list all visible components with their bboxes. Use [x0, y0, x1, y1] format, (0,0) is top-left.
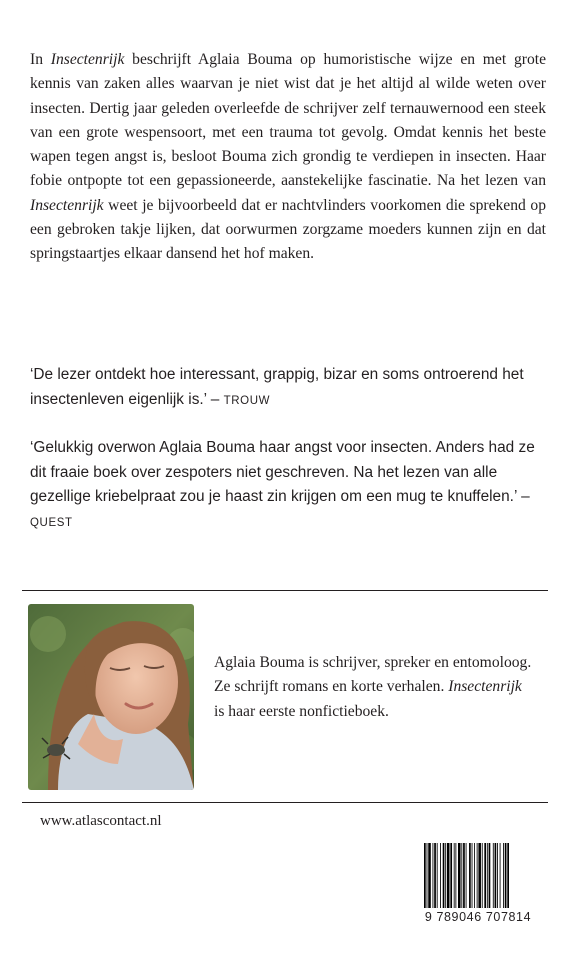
- book-title: Insectenrijk: [448, 678, 522, 696]
- barcode-bar: [447, 843, 450, 911]
- barcode-bar: [487, 843, 488, 911]
- quote-text: ‘Gelukkig overwon Aglaia Bouma haar angst voor insecten. Anders had ze dit fraaie boek over zespoters niet geschreven. Na het lezen van alle gezellige kriebelpraat zou je haast zin krijgen om een mug te knuffelen.’ –: [30, 439, 535, 505]
- barcode-bar: [505, 843, 507, 911]
- barcode-bar: [500, 843, 501, 911]
- barcode-bar: [484, 843, 486, 911]
- barcode-bar: [472, 843, 473, 911]
- barcode-bar: [474, 843, 475, 911]
- book-title: Insectenrijk: [50, 51, 125, 68]
- barcode-bar: [466, 843, 467, 911]
- author-photo: [28, 604, 194, 790]
- quote-source: QUEST: [30, 516, 73, 529]
- quote-source: TROUW: [223, 394, 271, 407]
- barcode-bar: [434, 843, 436, 911]
- bio-text-2: is haar eerste nonfictieboek.: [214, 702, 389, 720]
- barcode-bar: [477, 843, 478, 911]
- divider-line: [22, 590, 548, 591]
- barcode-bar: [497, 843, 498, 911]
- barcode-bar: [463, 843, 465, 911]
- blurb-text-2: beschrijft Aglaia Bouma op humoristische wijze en met grote kennis van zaken alles waarvan je niet wist dat je het altijd al wilde weten over insecten. Dertig jaar geleden overleefde de schrijver zelf ternauwernood een steek van een grote wespensoort, met een trauma tot gevolg. Omdat kennis het beste wapen tegen angst is, besloot Bouma zich grondig te verdiepen in insecten. Haar fobie ontpopte tot een gepassioneerde, aanstekelijke fascinatie. Na het lezen van: [30, 51, 547, 190]
- barcode-bar: [437, 843, 438, 911]
- divider-line: [22, 802, 548, 803]
- review-quote-quest: [30, 436, 546, 535]
- barcode-bar: [428, 843, 431, 911]
- quote-text: ‘De lezer ontdekt hoe interessant, grappig, bizar en soms ontroerend het insectenleven eigenlijk is.’ –: [30, 366, 524, 408]
- barcode-bar: [461, 843, 462, 911]
- barcode-bar: [493, 843, 494, 911]
- barcode-bar: [455, 843, 456, 911]
- barcode-bar: [482, 843, 483, 911]
- back-cover-blurb: [30, 48, 546, 267]
- barcode-bar: [443, 843, 445, 911]
- barcode-bar: [440, 843, 441, 911]
- barcode-bar: [445, 843, 446, 911]
- barcode-bar: [424, 843, 426, 911]
- barcode-bar: [458, 843, 461, 911]
- author-bio: [214, 651, 534, 724]
- barcode-bar: [450, 843, 452, 911]
- barcode-bar: [469, 843, 471, 911]
- isbn-barcode: [408, 843, 548, 943]
- barcode-bar: [478, 843, 481, 911]
- barcode-bar: [503, 843, 504, 911]
- blurb-text-3: weet je bijvoorbeeld dat er nachtvlinders voorkomen die sprekend op een gebroken takje lijken, dat oorwurmen zorgzame moeders kunnen zijn en dat springstaartjes elkaar dansend het hof maken.: [30, 196, 546, 263]
- barcode-bar: [495, 843, 497, 911]
- barcode-bar: [427, 843, 428, 911]
- barcode-bar: [454, 843, 455, 911]
- barcode-bar: [489, 843, 491, 911]
- barcode-bar: [433, 843, 434, 911]
- blurb-text-1: In: [30, 51, 51, 68]
- bio-text-1: Aglaia Bouma is schrijver, spreker en entomoloog. Ze schrijft romans en korte verhalen.: [214, 654, 532, 696]
- book-title: Insectenrijk: [30, 196, 104, 214]
- isbn-number: 9 789046 707814: [408, 908, 548, 926]
- barcode-bar: [507, 843, 509, 911]
- publisher-website: www.atlascontact.nl: [40, 813, 162, 829]
- review-quote-trouw: [30, 363, 546, 413]
